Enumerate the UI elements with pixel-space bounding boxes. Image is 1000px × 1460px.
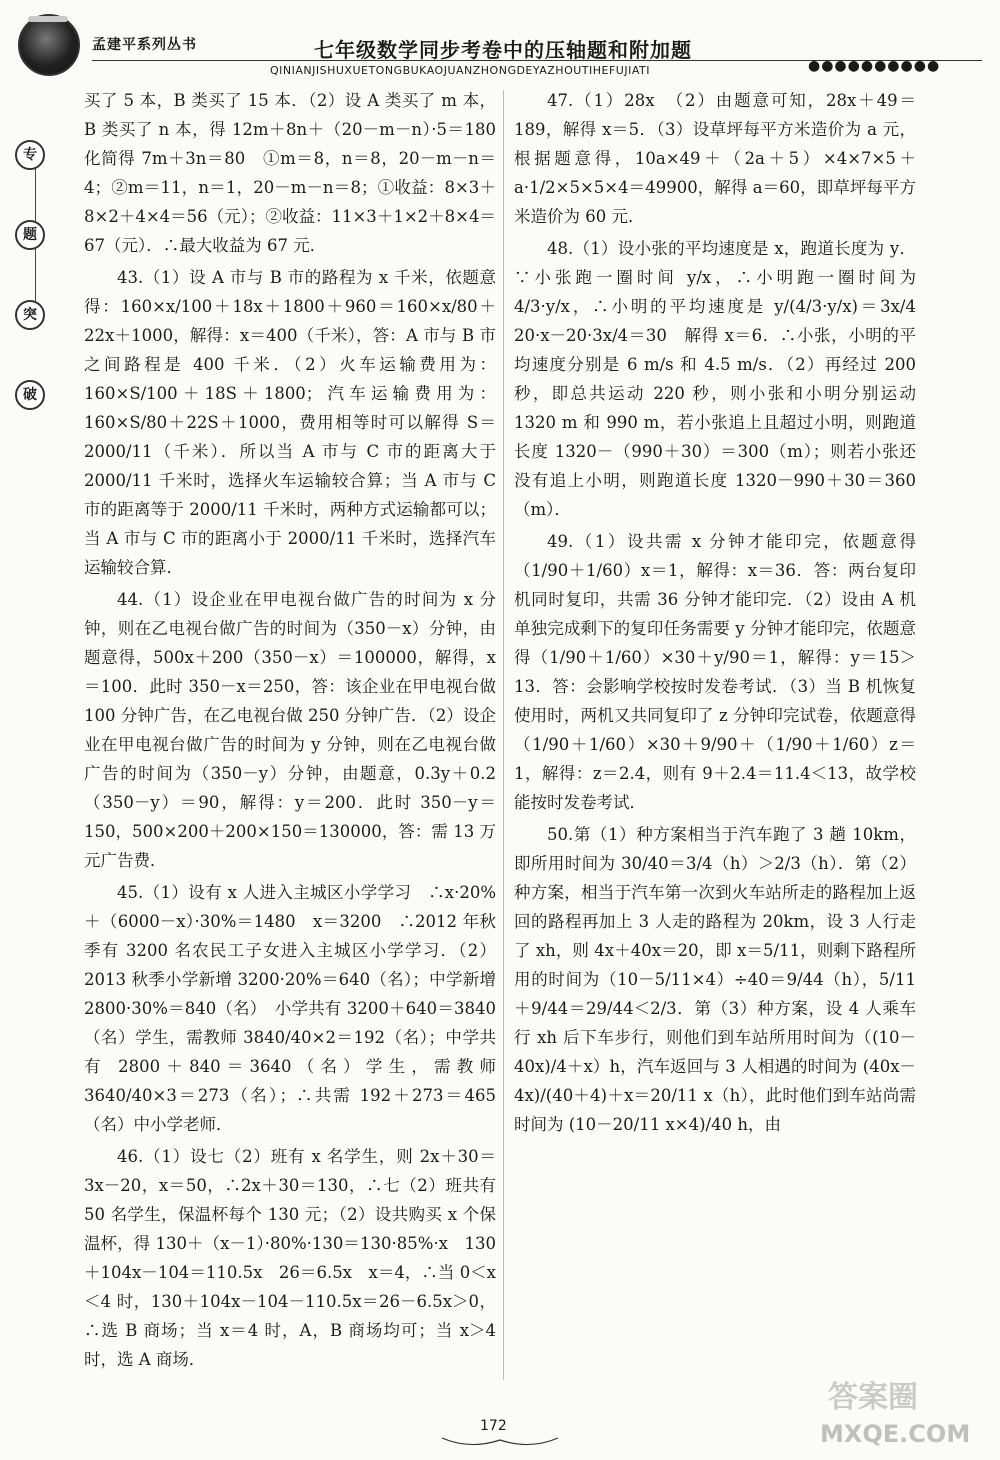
watermark-url: MXQE.COM	[820, 1420, 971, 1448]
series-logo-icon	[18, 14, 80, 76]
answer-44: 44.（1）设企业在甲电视台做广告的时间为 x 分钟，则在乙电视台做广告的时间为（350－x）分钟，由题意得，500x＋200（350－x）＝100000，解得，x＝100．此时 350－x＝250，答：该企业在甲电视台做 100 分钟广告，在乙电视台做 250 分钟广告．（2）设企业在甲电视台做广告的时间为 y 分钟，则在乙电视台做广告的时间为（350－y）分钟，由题意，0.3y＋0.2（350－y）＝90，解得：y＝200．此时 350－y＝150，500×200＋200×150＝130000，答：需 13 万元广告费．	[84, 590, 496, 870]
answer-48: 48.（1）设小张的平均速度是 x，跑道长度为 y．∵小张跑一圈时间 y/x，∴小明跑一圈时间为 4/3·y/x，∴小明的平均速度是 y/(4/3·y/x)＝3x/4 20·x－20·3x/4＝30 解得 x＝6．∴小张，小明的平均速度分别是 6 m/s 和 4.5 m/s．（2）再经过 200 秒，即总共运动 220 秒，则小张和小明分别运动 1320 m 和 990 m，若小张追上且超过小明，则跑道长度 1320－（990＋30）＝300（m）；则若小张还没有追上小明，则跑道长度 1320－990＋30＝360（m）．	[514, 239, 933, 519]
side-badge: 突	[15, 300, 45, 330]
page-header	[0, 0, 1000, 88]
answer-43: 43.（1）设 A 市与 B 市的路程为 x 千米，依题意得：160×x/100＋18x＋1800＋960＝160×x/80＋22x＋1000，解得：x＝400（千米），答：A 市与 B 市之间路程是 400 千米．（2）火车运输费用为：160×S/100＋18S＋1800；汽车运输费用为：160×S/80＋22S＋1000，费用相等时可以解得 S＝2000/11（千米）．所以当 A 市与 C 市的距离大于 2000/11 千米时，选择火车运输较合算；当 A 市与 C 市的距离等于 2000/11 千米时，两种方式运输都可以；当 A 市与 C 市的距离小于 2000/11 千米时，选择汽车运输较合算．	[84, 268, 496, 577]
answer-50: 50.第（1）种方案相当于汽车跑了 3 趟 10km，即所用时间为 30/40＝3/4（h）＞2/3（h）．第（2）种方案，相当于汽车第一次到火车站所走的路程加上返回的路程再加上 3 人走的路程为 20km，设 3 人行走了 xh，则 4x＋40x＝20，即 x＝5/11，则剩下路程所用的时间为（10－5/11×4）÷40＝9/44（h），5/11＋9/44＝29/44＜2/3．第（3）种方案，设 4 人乘车行 xh 后下车步行，则他们到车站所用时间为（(10－40x)/4＋x）h，汽车返回与 3 人相遇的时间为 (40x－4x)/(40＋4)＋x＝20/11 x（h），此时他们到车站尚需时间为 (10－20/11 x×4)/40 h，由	[514, 825, 916, 1134]
header-dots: ●●●●●●●●●●	[808, 58, 941, 74]
series-name: 孟建平系列丛书	[92, 37, 197, 53]
column-divider	[503, 90, 504, 1380]
side-badge: 破	[15, 380, 45, 410]
side-badge: 题	[15, 220, 45, 250]
watermark: 答案圈	[828, 1380, 918, 1415]
answer-42-continued: 买了 5 本，B 类买了 15 本．（2）设 A 类买了 m 本，B 类买了 n 本，得 12m＋8n＋（20－m－n）·5＝180 化简得 7m＋3n＝80 ①m＝8，n＝8，20－m－n＝4；②m＝11，n＝1，20－m－n＝8；①收益：8×3＋8×2＋4×4＝56（元）；②收益：11×3＋1×2＋8×4＝67（元）．∴最大收益为 67 元．	[84, 91, 513, 255]
logo-ribbon	[28, 16, 68, 22]
right-column	[514, 86, 933, 1142]
answer-46: 46.（1）设七（2）班有 x 名学生，则 2x＋30＝3x－20，x＝50，∴2x＋30＝130，∴七（2）班共有 50 名学生，保温杯每个 130 元；（2）设共购买 x 个保温杯，得 130＋（x－1）·80%·130＝130·85%·x 130＋104x－104＝110.5x 26＝6.5x x＝4，∴当 0＜x＜4 时，130＋104x－104－110.5x＝26－6.5x＞0，∴选 B 商场；当 x＝4 时，A，B 商场均可；当 x＞4 时，选 A 商场．	[84, 1147, 496, 1369]
side-badges	[10, 140, 50, 460]
title-pinyin: QINIANJISHUXUETONGBUKAOJUANZHONGDEYAZHOUTIHEFUJIATI	[270, 64, 650, 77]
answer-47: 47.（1）28x （2）由题意可知，28x＋49＝189，解得 x＝5．（3）设草坪每平方米造价为 a 元，根据题意得，10a×49＋（2a＋5）×4×7×5＋a·1/2×5×5×4＝49900，解得 a＝60，即草坪每平方米造价为 60 元．	[514, 91, 916, 226]
side-badge: 专	[15, 140, 45, 170]
answer-49: 49.（1）设共需 x 分钟才能印完，依题意得（1/90＋1/60）x＝1，解得：x＝36．答：两台复印机同时复印，共需 36 分钟才能印完．（2）设由 A 机单独完成剩下的复印任务需要 y 分钟才能印完，依题意得（1/90＋1/60）×30＋y/90＝1，解得：y＝15＞13．答：会影响学校按时发卷考试．（3）当 B 机恢复使用时，两机又共同复印了 z 分钟印完试卷，依题意得（1/90＋1/60）×30＋9/90＋（1/90＋1/60）z＝1，解得：z＝2.4，则有 9＋2.4＝11.4＜13，故学校能按时发卷考试．	[514, 532, 916, 812]
left-column	[84, 86, 513, 1377]
page-ornament-icon	[440, 1434, 560, 1450]
answer-45: 45.（1）设有 x 人进入主城区小学学习 ∴x·20%＋（6000－x）·30%＝1480 x＝3200 ∴2012 年秋季有 3200 名农民工子女进入主城区小学学习．（2）2013 秋季小学新增 3200·20%＝640（名）；中学新增 2800·30%＝840（名） 小学共有 3200＋640＝3840（名）学生，需教师 3840/40×2＝192（名）；中学共有 2800＋840＝3640（名）学生，需教师 3640/40×3＝273（名）；∴共需 192＋273＝465（名）中小学老师．	[84, 883, 496, 1134]
book-title: 七年级数学同步考卷中的压轴题和附加题	[314, 38, 692, 62]
page-number: 172	[480, 1418, 507, 1434]
